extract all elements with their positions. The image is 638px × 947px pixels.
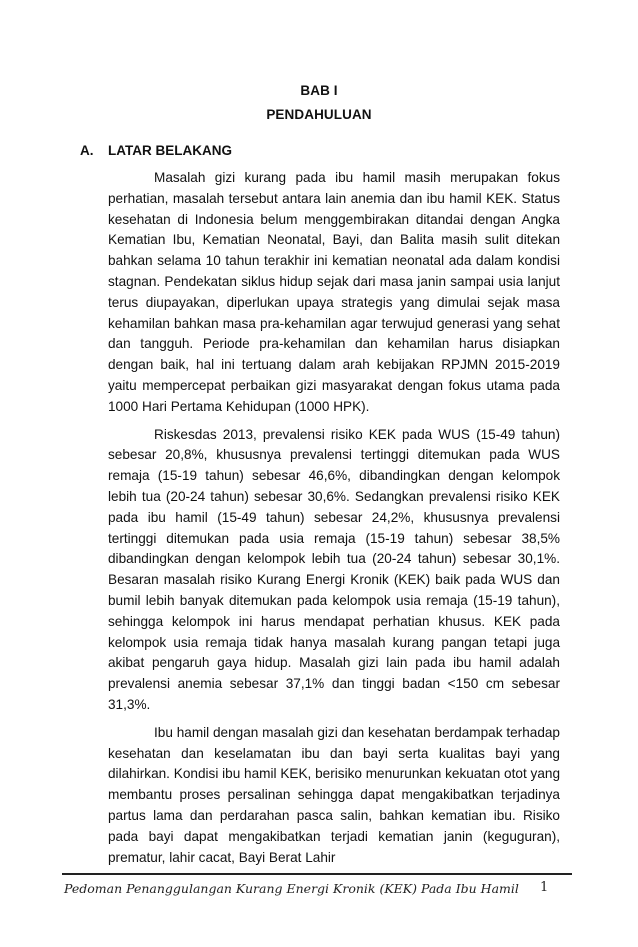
body-text — [108, 168, 560, 875]
section-title: LATAR BELAKANG — [108, 143, 232, 158]
chapter-number: BAB I — [300, 83, 338, 98]
page-number: 1 — [540, 880, 549, 895]
section-number: A. — [80, 143, 94, 158]
section-heading — [80, 143, 232, 158]
footer-title: Pedoman Penanggulangan Kurang Energi Kronik (KEK) Pada Ibu Hamil — [64, 881, 519, 896]
footer-divider — [62, 873, 572, 875]
paragraph-3: Ibu hamil dengan masalah gizi dan kesehatan berdampak terhadap kesehatan dan keselamatan ibu dan bayi serta kualitas bayi yang dilahirkan. Kondisi ibu hamil KEK, berisiko menurunkan kekuatan otot yang membantu proses persalinan sehingga dapat mengakibatkan terjadinya partus lama dan perdarahan pasca salin, bahkan kematian ibu. Risiko pada bayi dapat mengakibatkan terjadi kematian janin (keguguran), prematur, lahir cacat, Bayi Berat Lahir — [108, 724, 560, 865]
paragraph-2: Riskesdas 2013, prevalensi risiko KEK pada WUS (15-49 tahun) sebesar 20,8%, khususnya prevalensi tertinggi ditemukan pada WUS remaja (15-19 tahun) sebesar 46,6%, dibandingkan dengan kelompok lebih tua (20-24 tahun) sebesar 30,6%. Sedangkan prevalensi risiko KEK pada ibu hamil (15-49 tahun) sebesar 24,2%, khususnya prevalensi tertinggi ditemukan pada usia remaja (15-19 tahun) sebesar 38,5% dibandingkan dengan kelompok lebih tua (20-24 tahun) sebesar 30,1%. Besaran masalah risiko Kurang Energi Kronik (KEK) baik pada WUS dan bumil lebih banyak ditemukan pada kelompok usia remaja (15-19 tahun), sehingga kelompok ini harus mendapat perhatian khusus. KEK pada kelompok usia remaja tidak hanya masalah kurang pangan tetapi juga akibat pengaruh gaya hidup. Masalah gizi lain pada ibu hamil adalah prevalensi anemia sebesar 37,1% dan tinggi badan <150 cm sebesar 31,3%. — [108, 426, 560, 712]
paragraph-1: Masalah gizi kurang pada ibu hamil masih merupakan fokus perhatian, masalah tersebut antara lain anemia dan ibu hamil KEK. Status kesehatan di Indonesia belum menggembirakan ditandai dengan Angka Kematian Ibu, Kematian Neonatal, Bayi, dan Balita masih sulit ditekan bahkan selama 10 tahun terakhir ini kematian neonatal ada dalam kondisi stagnan. Pendekatan siklus hidup sejak dari masa janin sampai usia lanjut terus diupayakan, diperlukan upaya strategis yang dimulai sejak masa kehamilan bahkan masa pra-kehamilan agar terwujud generasi yang sehat dan tangguh. Periode pra-kehamilan dan kehamilan harus disiapkan dengan baik, hal ini tertuang dalam arah kebijakan RPJMN 2015-2019 yaitu mempercepat perbaikan gizi masyarakat dengan fokus utama pada 1000 Hari Pertama Kehidupan (1000 HPK). — [108, 170, 560, 414]
chapter-title: PENDAHULUAN — [266, 107, 372, 122]
